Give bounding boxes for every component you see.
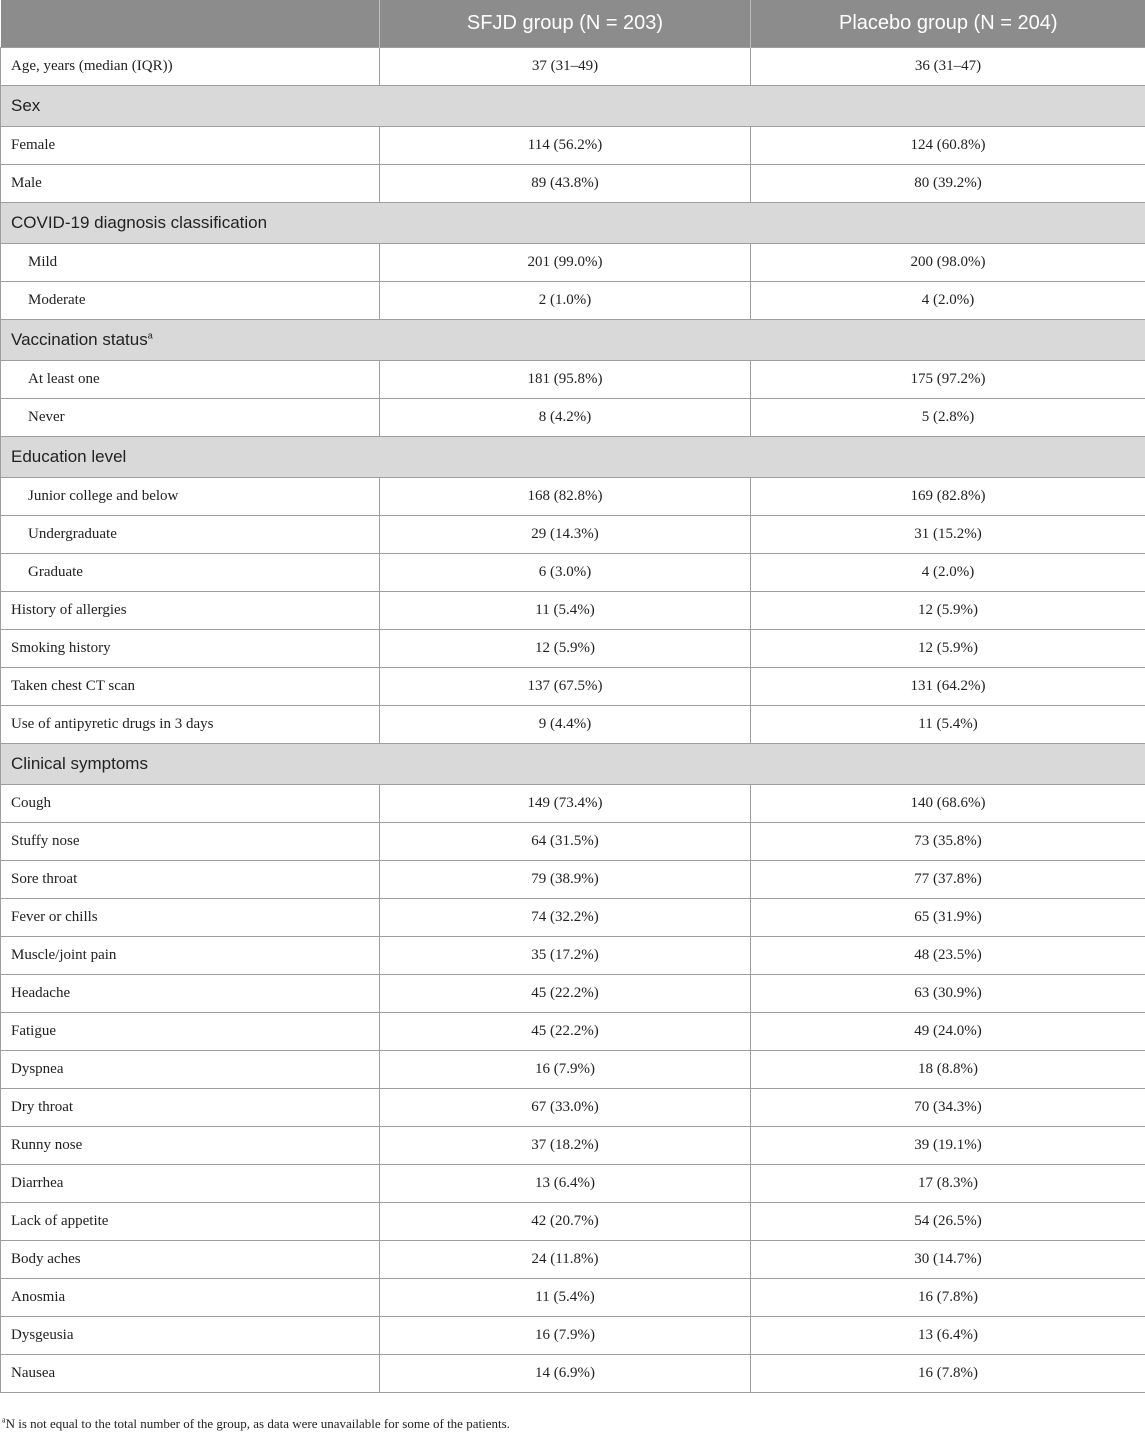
sfjd-value: 9 (4.4%) xyxy=(380,706,751,744)
placebo-value: 5 (2.8%) xyxy=(751,399,1145,437)
sfjd-value: 12 (5.9%) xyxy=(380,630,751,668)
sfjd-value: 64 (31.5%) xyxy=(380,823,751,861)
table-row xyxy=(1,282,1145,320)
placebo-value: 63 (30.9%) xyxy=(751,975,1145,1013)
sfjd-value: 201 (99.0%) xyxy=(380,244,751,282)
section-title: Clinical symptoms xyxy=(1,744,1145,785)
placebo-value: 70 (34.3%) xyxy=(751,1089,1145,1127)
placebo-value: 65 (31.9%) xyxy=(751,899,1145,937)
table-row xyxy=(1,785,1145,823)
row-label: At least one xyxy=(1,361,380,399)
row-label: Graduate xyxy=(1,554,380,592)
row-label: Diarrhea xyxy=(1,1165,380,1203)
sfjd-value: 13 (6.4%) xyxy=(380,1165,751,1203)
section-title: Sex xyxy=(1,86,1145,127)
section-clinical-symptoms xyxy=(1,744,1145,785)
section-education xyxy=(1,437,1145,478)
table-row xyxy=(1,630,1145,668)
table-row xyxy=(1,899,1145,937)
row-label: Junior college and below xyxy=(1,478,380,516)
placebo-value: 4 (2.0%) xyxy=(751,282,1145,320)
table-row xyxy=(1,127,1145,165)
sfjd-value: 6 (3.0%) xyxy=(380,554,751,592)
placebo-value: 17 (8.3%) xyxy=(751,1165,1145,1203)
sfjd-value: 114 (56.2%) xyxy=(380,127,751,165)
row-label: Lack of appetite xyxy=(1,1203,380,1241)
section-covid-classification xyxy=(1,203,1145,244)
placebo-value: 200 (98.0%) xyxy=(751,244,1145,282)
placebo-value: 49 (24.0%) xyxy=(751,1013,1145,1051)
table-row xyxy=(1,516,1145,554)
sfjd-value: 137 (67.5%) xyxy=(380,668,751,706)
table-row xyxy=(1,1013,1145,1051)
sfjd-value: 29 (14.3%) xyxy=(380,516,751,554)
footnote-marker: a xyxy=(147,330,153,341)
sfjd-value: 45 (22.2%) xyxy=(380,1013,751,1051)
row-label: Dry throat xyxy=(1,1089,380,1127)
sfjd-value: 89 (43.8%) xyxy=(380,165,751,203)
sfjd-value: 168 (82.8%) xyxy=(380,478,751,516)
placebo-value: 12 (5.9%) xyxy=(751,592,1145,630)
sfjd-value: 42 (20.7%) xyxy=(380,1203,751,1241)
placebo-value: 11 (5.4%) xyxy=(751,706,1145,744)
section-title-cell xyxy=(1,320,1145,361)
table-row xyxy=(1,706,1145,744)
sfjd-value: 16 (7.9%) xyxy=(380,1051,751,1089)
sfjd-value: 11 (5.4%) xyxy=(380,592,751,630)
table-row xyxy=(1,1317,1145,1355)
section-vaccination xyxy=(1,320,1145,361)
sfjd-value: 35 (17.2%) xyxy=(380,937,751,975)
table-row xyxy=(1,592,1145,630)
section-title: Vaccination status xyxy=(11,330,148,349)
row-label: Headache xyxy=(1,975,380,1013)
table-row xyxy=(1,1127,1145,1165)
row-label: Undergraduate xyxy=(1,516,380,554)
table-row xyxy=(1,1165,1145,1203)
placebo-value: 131 (64.2%) xyxy=(751,668,1145,706)
sfjd-value: 79 (38.9%) xyxy=(380,861,751,899)
row-label: Stuffy nose xyxy=(1,823,380,861)
table-row xyxy=(1,554,1145,592)
row-label: Male xyxy=(1,165,380,203)
row-label: Female xyxy=(1,127,380,165)
sfjd-value: 37 (31–49) xyxy=(380,48,751,86)
row-label: Never xyxy=(1,399,380,437)
placebo-value: 16 (7.8%) xyxy=(751,1355,1145,1393)
row-label: Nausea xyxy=(1,1355,380,1393)
sfjd-value: 16 (7.9%) xyxy=(380,1317,751,1355)
placebo-value: 13 (6.4%) xyxy=(751,1317,1145,1355)
table-row xyxy=(1,823,1145,861)
placebo-value: 54 (26.5%) xyxy=(751,1203,1145,1241)
table-row xyxy=(1,361,1145,399)
row-label: Smoking history xyxy=(1,630,380,668)
table-row xyxy=(1,399,1145,437)
table-row xyxy=(1,861,1145,899)
row-label: Mild xyxy=(1,244,380,282)
placebo-value: 12 (5.9%) xyxy=(751,630,1145,668)
sfjd-value: 37 (18.2%) xyxy=(380,1127,751,1165)
row-label: Runny nose xyxy=(1,1127,380,1165)
row-label: Sore throat xyxy=(1,861,380,899)
section-title: Education level xyxy=(1,437,1145,478)
sfjd-value: 11 (5.4%) xyxy=(380,1279,751,1317)
placebo-value: 31 (15.2%) xyxy=(751,516,1145,554)
section-title: COVID-19 diagnosis classification xyxy=(1,203,1145,244)
table-row-age xyxy=(1,48,1145,86)
table-row xyxy=(1,165,1145,203)
sfjd-value: 149 (73.4%) xyxy=(380,785,751,823)
table-row xyxy=(1,1355,1145,1393)
row-label: Fever or chills xyxy=(1,899,380,937)
header-label-column xyxy=(1,0,380,48)
row-label: Taken chest CT scan xyxy=(1,668,380,706)
table-row xyxy=(1,244,1145,282)
placebo-value: 80 (39.2%) xyxy=(751,165,1145,203)
placebo-value: 48 (23.5%) xyxy=(751,937,1145,975)
table-row xyxy=(1,1279,1145,1317)
sfjd-value: 45 (22.2%) xyxy=(380,975,751,1013)
sfjd-value: 181 (95.8%) xyxy=(380,361,751,399)
row-label: Body aches xyxy=(1,1241,380,1279)
row-label: Muscle/joint pain xyxy=(1,937,380,975)
placebo-value: 4 (2.0%) xyxy=(751,554,1145,592)
table-row xyxy=(1,937,1145,975)
placebo-value: 36 (31–47) xyxy=(751,48,1145,86)
placebo-value: 124 (60.8%) xyxy=(751,127,1145,165)
row-label: Age, years (median (IQR)) xyxy=(1,48,380,86)
placebo-value: 73 (35.8%) xyxy=(751,823,1145,861)
row-label: Use of antipyretic drugs in 3 days xyxy=(1,706,380,744)
row-label: Dysgeusia xyxy=(1,1317,380,1355)
table-row xyxy=(1,1089,1145,1127)
table-row xyxy=(1,668,1145,706)
placebo-value: 140 (68.6%) xyxy=(751,785,1145,823)
sfjd-value: 74 (32.2%) xyxy=(380,899,751,937)
row-label: Fatigue xyxy=(1,1013,380,1051)
table-row xyxy=(1,975,1145,1013)
table-footnote xyxy=(2,1416,510,1432)
sfjd-value: 67 (33.0%) xyxy=(380,1089,751,1127)
header-placebo-group: Placebo group (N = 204) xyxy=(751,0,1145,48)
table-row xyxy=(1,478,1145,516)
sfjd-value: 2 (1.0%) xyxy=(380,282,751,320)
row-label: Cough xyxy=(1,785,380,823)
placebo-value: 39 (19.1%) xyxy=(751,1127,1145,1165)
row-label: Moderate xyxy=(1,282,380,320)
footnote-text: N is not equal to the total number of the group, as data were unavailable for some of the patients. xyxy=(5,1416,510,1431)
placebo-value: 16 (7.8%) xyxy=(751,1279,1145,1317)
row-label: Anosmia xyxy=(1,1279,380,1317)
row-label: Dyspnea xyxy=(1,1051,380,1089)
placebo-value: 169 (82.8%) xyxy=(751,478,1145,516)
sfjd-value: 24 (11.8%) xyxy=(380,1241,751,1279)
section-sex xyxy=(1,86,1145,127)
row-label: History of allergies xyxy=(1,592,380,630)
table-row xyxy=(1,1051,1145,1089)
table-row xyxy=(1,1203,1145,1241)
table-row xyxy=(1,1241,1145,1279)
sfjd-value: 14 (6.9%) xyxy=(380,1355,751,1393)
placebo-value: 175 (97.2%) xyxy=(751,361,1145,399)
header-row xyxy=(1,0,1145,48)
header-sfjd-group: SFJD group (N = 203) xyxy=(380,0,751,48)
sfjd-value: 8 (4.2%) xyxy=(380,399,751,437)
placebo-value: 77 (37.8%) xyxy=(751,861,1145,899)
placebo-value: 18 (8.8%) xyxy=(751,1051,1145,1089)
footnote-marker: a xyxy=(2,1415,6,1425)
placebo-value: 30 (14.7%) xyxy=(751,1241,1145,1279)
